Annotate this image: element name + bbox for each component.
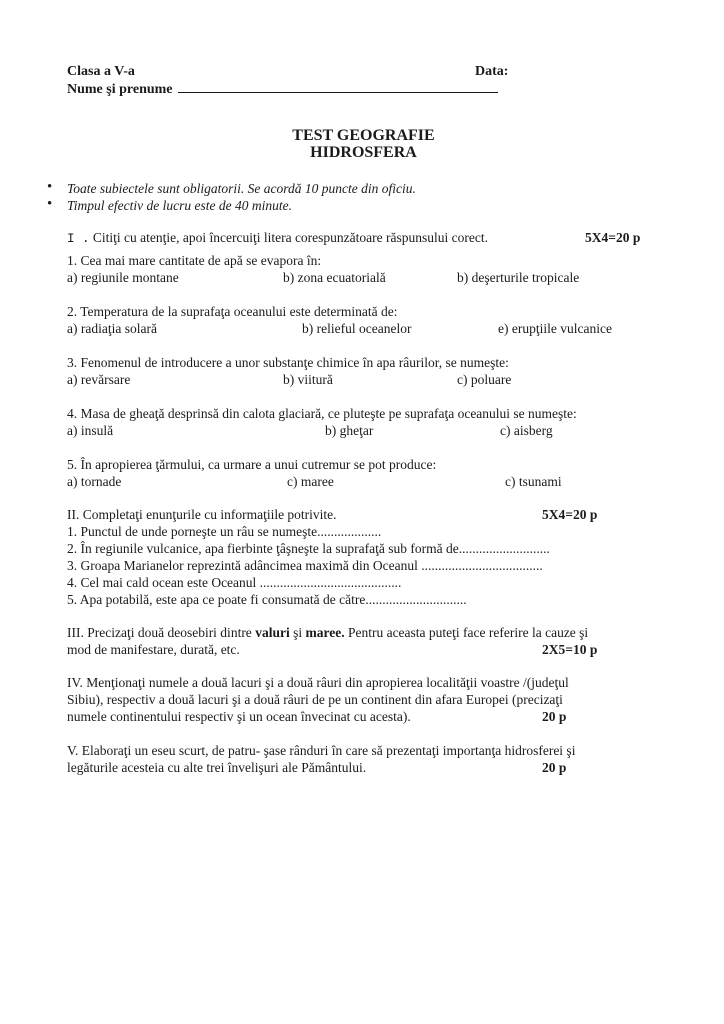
document-title: TEST GEOGRAFIE (292, 127, 435, 144)
section-4-text: numele continentului respectiv şi un ocean învecinat cu acesta). (67, 709, 411, 724)
emphasis-valuri: valuri (255, 625, 290, 640)
title-block (67, 127, 660, 161)
question-2 (67, 303, 660, 337)
option-a: a) regiunile montane (67, 270, 179, 285)
section-3-text-line-2 (67, 641, 660, 658)
question-text: 1. Cea mai mare cantitate de apă se evapora în: (67, 253, 322, 268)
date-label: Data: (475, 64, 509, 79)
section-2-points-badge: 5X4=20 p (542, 507, 598, 522)
option-c: c) tsunami (505, 474, 562, 489)
option-a: a) revărsare (67, 372, 131, 387)
section-1-points-badge: 5X4=20 p (585, 230, 641, 245)
instructions-list (47, 179, 660, 214)
section-1-numeral: I . (67, 232, 90, 246)
question-options (67, 320, 660, 337)
class-label: Clasa a V-a (67, 64, 135, 79)
header-row-1 (67, 63, 660, 80)
section-2-intro: II. Completaţi enunţurile cu informaţiile potrivite. (67, 507, 337, 522)
section-1-heading (67, 229, 660, 248)
option-b: b) gheţar (325, 423, 374, 438)
question-text: 4. Masa de gheaţă desprinsă din calota glaciară, ce pluteşte pe suprafaţa oceanului se numeşte: (67, 406, 577, 421)
section-5-text: legăturile acesteia cu alte trei învelişuri ale Pământului. (67, 760, 367, 775)
option-a: a) insulă (67, 423, 114, 438)
instruction-text: Timpul efectiv de lucru este de 40 minute. (67, 198, 292, 213)
header-row-2 (67, 80, 660, 98)
instruction-text: Toate subiectele sunt obligatorii. Se acordă 10 puncte din oficiu. (67, 181, 416, 196)
option-b: b) relieful oceanelor (302, 321, 412, 336)
question-options (67, 422, 660, 439)
bullet-icon: • (47, 196, 53, 212)
option-c: c) poluare (457, 372, 512, 387)
section-4-points-badge: 20 p (542, 709, 567, 724)
option-c: c) aisberg (500, 423, 553, 438)
document-subtitle: HIDROSFERA (310, 144, 417, 161)
section-5-text-line-1: V. Elaboraţi un eseu scurt, de patru- şase rânduri în care să prezentaţi importanţa hidrosferei şi (67, 743, 576, 758)
section-4-text-line-3 (67, 708, 660, 725)
option-b: c) maree (287, 474, 334, 489)
section-5-text-line-2 (67, 759, 660, 776)
question-options (67, 269, 660, 286)
section-5 (67, 742, 660, 776)
question-3 (67, 354, 660, 388)
section-3 (67, 624, 660, 658)
bullet-icon: • (47, 179, 53, 195)
question-4 (67, 405, 660, 439)
section-1-intro: Citiţi cu atenţie, apoi încercuiţi litera corespunzătoare răspunsului corect. (92, 230, 488, 245)
document-content (47, 63, 660, 776)
option-a: a) tornade (67, 474, 122, 489)
question-5 (67, 456, 660, 490)
section-3-text: Pentru aceasta puteţi face referire la cauze şi (344, 625, 589, 640)
option-a: a) radiaţia solară (67, 321, 157, 336)
name-label: Nume şi prenume (67, 82, 173, 97)
section-4 (67, 674, 660, 725)
fill-in-item: 3. Groapa Marianelor reprezintă adâncimea maximă din Oceanul .................................... (67, 558, 543, 573)
option-c: b) deşerturile tropicale (457, 270, 580, 285)
fill-in-item: 5. Apa potabilă, este apa ce poate fi consumată de către.............................. (67, 592, 467, 607)
option-c: e) erupţiile vulcanice (498, 321, 612, 336)
option-b: b) zona ecuatorială (283, 270, 386, 285)
question-options (67, 371, 660, 388)
section-3-text-line-1 (67, 624, 660, 641)
fill-in-item: 2. În regiunile vulcanice, apa fierbinte ţâşneşte la suprafaţă sub formă de........................... (67, 541, 550, 556)
section-5-points-badge: 20 p (542, 760, 567, 775)
question-text: 3. Fenomenul de introducere a unor substanţe chimice în apa râurilor, se numeşte: (67, 355, 509, 370)
fill-in-item: 1. Punctul de unde porneşte un râu se numeşte................... (67, 524, 382, 539)
question-1 (67, 252, 660, 286)
section-4-text-line-2: Sibiu), respectiv a două lacuri şi a două râuri de pe un continent din afara Europei (precizaţi (67, 692, 563, 707)
section-3-text: mod de manifestare, durată, etc. (67, 642, 240, 657)
option-b: b) viitură (283, 372, 333, 387)
question-text: 5. În apropierea ţărmului, ca urmare a unui cutremur se pot produce: (67, 457, 437, 472)
emphasis-maree: maree. (305, 625, 345, 640)
fill-in-item: 4. Cel mai cald ocean este Oceanul .......................................... (67, 575, 402, 590)
section-2-heading (67, 506, 660, 523)
section-3-text: şi (289, 625, 306, 640)
question-options (67, 473, 660, 490)
instruction-item (47, 196, 660, 214)
section-3-points-badge: 2X5=10 p (542, 642, 598, 657)
section-3-text: III. Precizaţi două deosebiri dintre (67, 625, 256, 640)
question-text: 2. Temperatura de la suprafaţa oceanului este determinată de: (67, 304, 398, 319)
instruction-item (47, 179, 660, 197)
name-blank-line (178, 80, 498, 93)
section-4-text-line-1: IV. Menţionaţi numele a două lacuri şi a două râuri din apropierea localităţii voastre /(judeţul (67, 675, 569, 690)
